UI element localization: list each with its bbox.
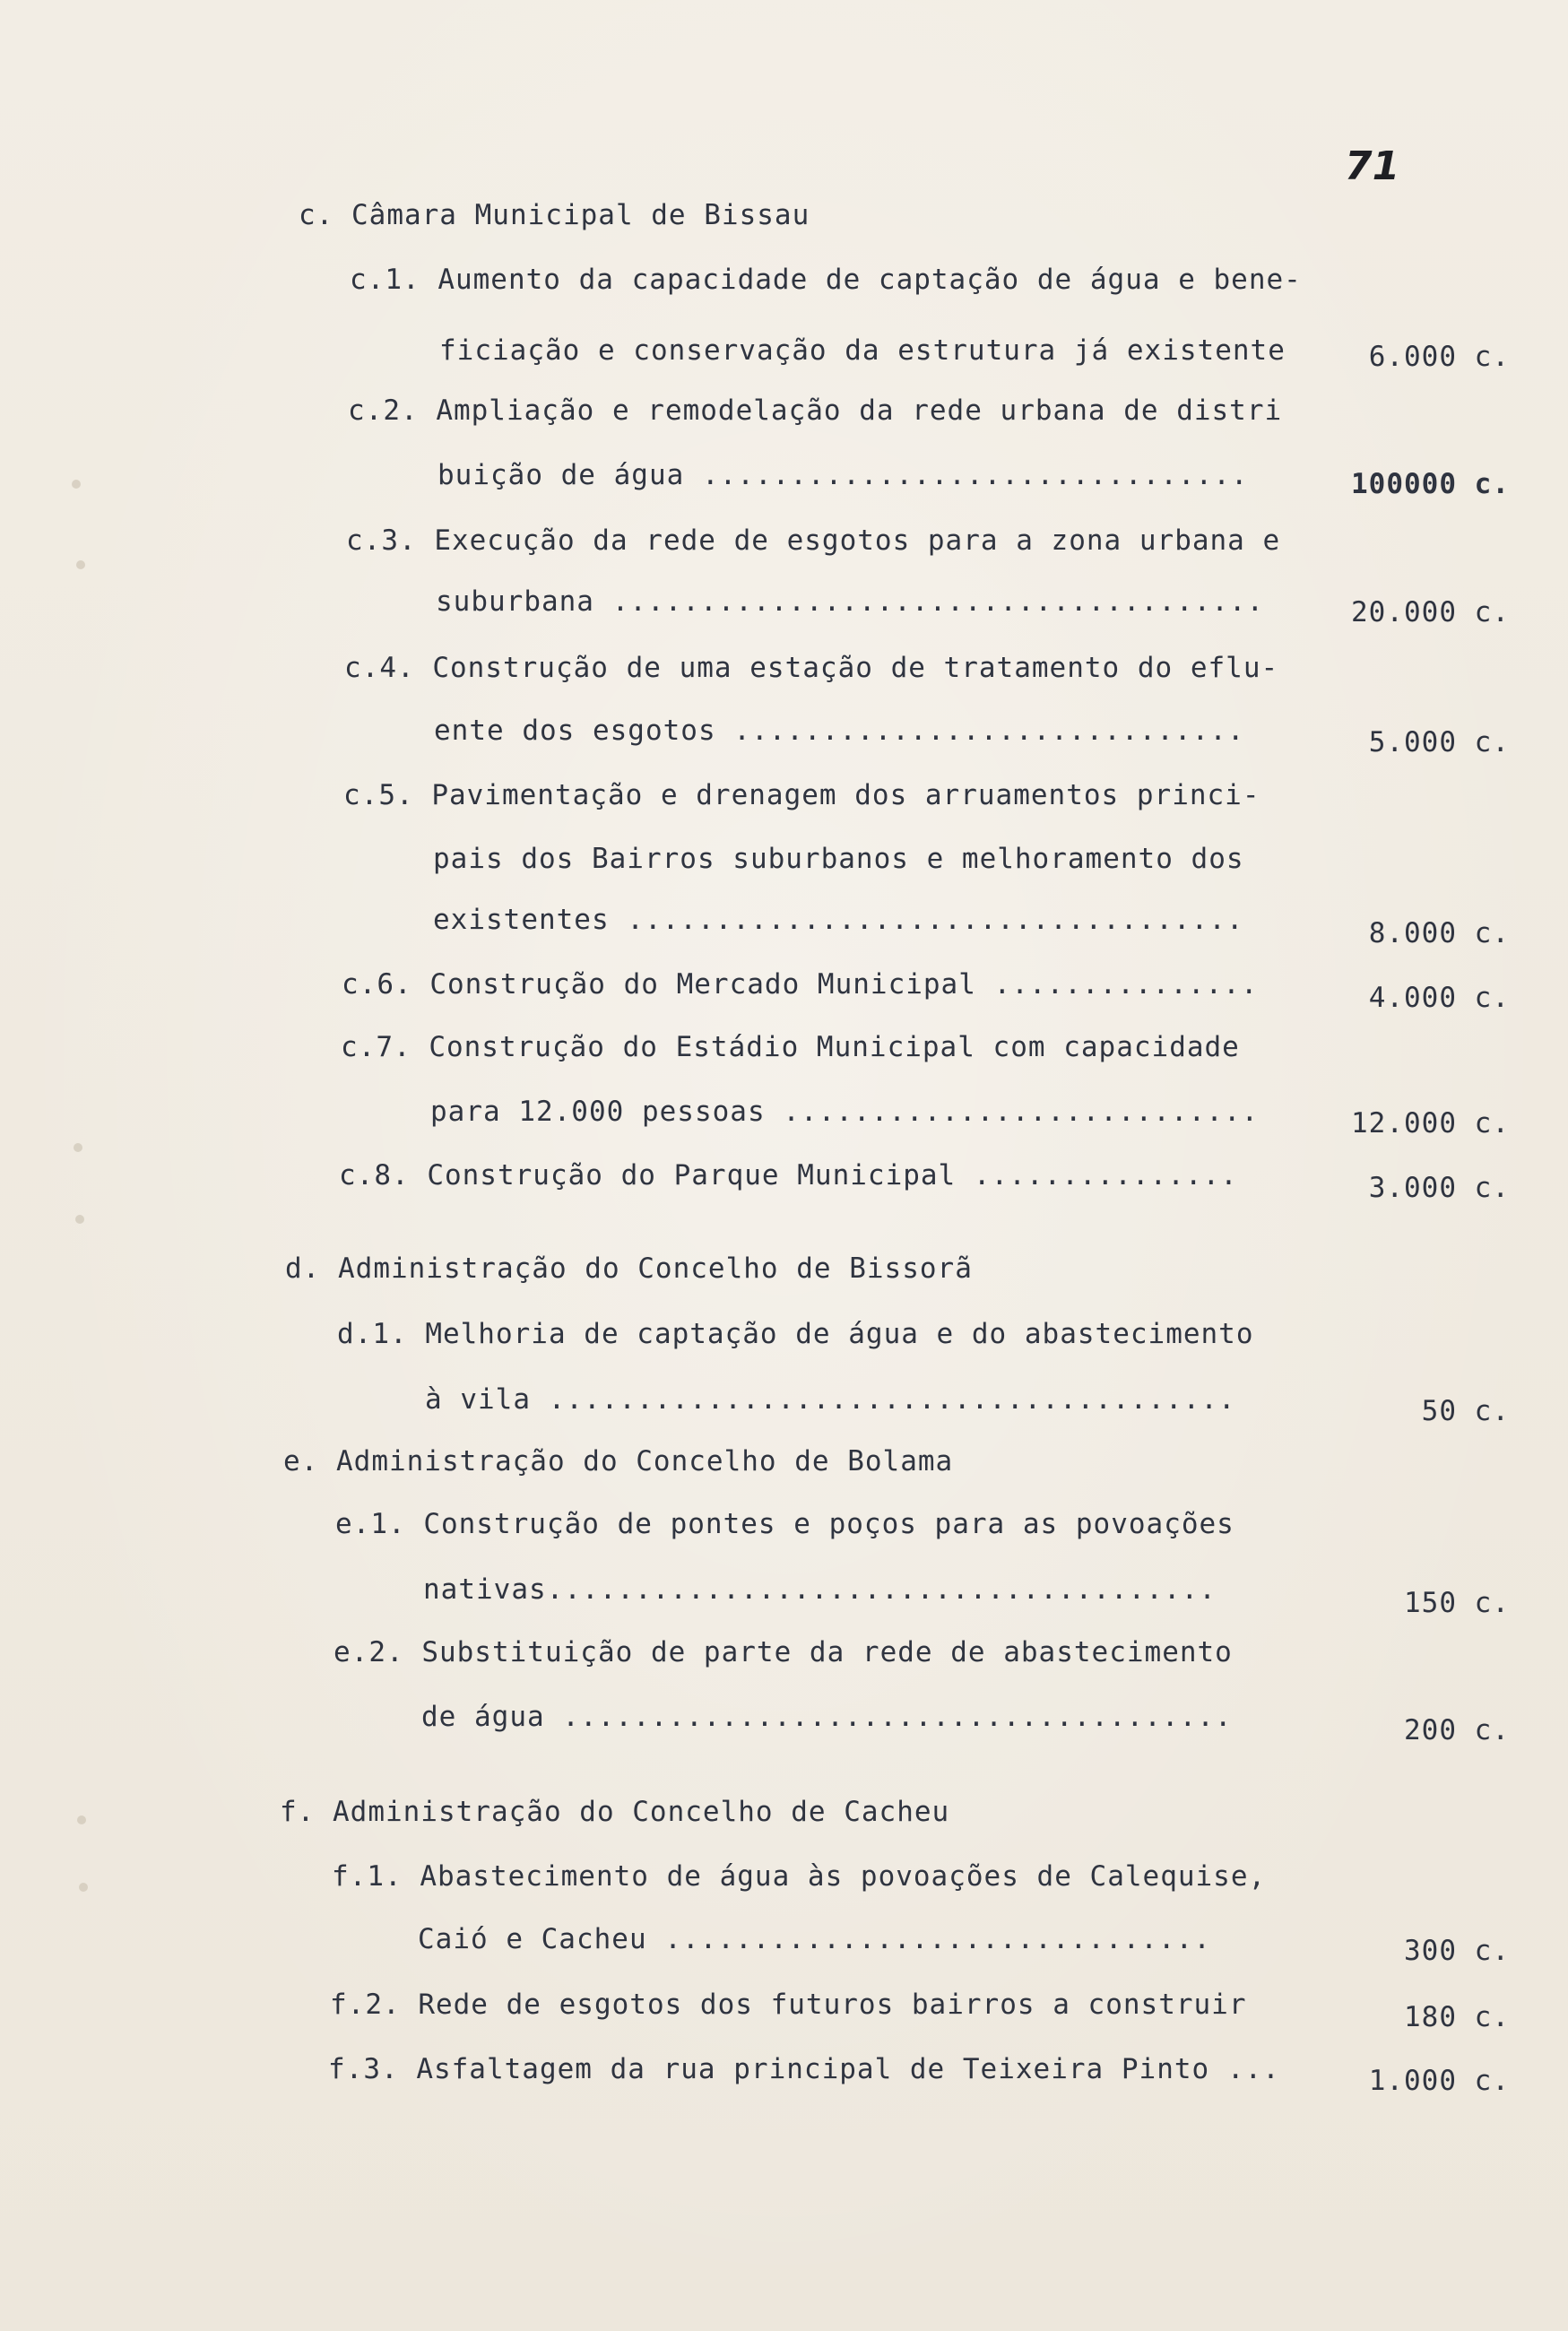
item-f2-line1: f.2. Rede de esgotos dos futuros bairros a construir [330, 1989, 1247, 2021]
item-f2-amount: 180 c. [1404, 2001, 1510, 2033]
item-c2-line2: buição de água ............................... [437, 459, 1249, 491]
punch-mark [74, 1143, 82, 1152]
item-e1-line2: nativas...................................... [423, 1573, 1217, 1606]
section-heading-e: e. Administração do Concelho de Bolama [283, 1445, 954, 1477]
punch-mark [76, 560, 85, 569]
item-c2-line1: c.2. Ampliação e remodelação da rede urbana de distri [348, 394, 1283, 427]
item-c6-line1: c.6. Construção do Mercado Municipal ............... [342, 968, 1259, 1001]
item-e1-line1: e.1. Construção de pontes e poços para as povoações [335, 1508, 1234, 1540]
item-c2-amount: 100000 c. [1351, 468, 1510, 500]
item-c6-amount: 4.000 c. [1368, 982, 1510, 1014]
item-c3-line1: c.3. Execução da rede de esgotos para a zona urbana e [346, 524, 1281, 557]
item-c4-line1: c.4. Construção de uma estação de tratamento do eflu- [344, 652, 1279, 684]
section-heading-c: c. Câmara Municipal de Bissau [299, 199, 810, 231]
item-c7-line2: para 12.000 pessoas ........................... [430, 1096, 1260, 1128]
item-c4-line2: ente dos esgotos ............................. [434, 715, 1245, 747]
item-e1-amount: 150 c. [1404, 1587, 1510, 1619]
punch-mark [77, 1815, 86, 1824]
item-c7-amount: 12.000 c. [1351, 1107, 1510, 1140]
item-c5-amount: 8.000 c. [1368, 917, 1510, 949]
item-c7-line1: c.7. Construção do Estádio Municipal com capacidade [341, 1031, 1240, 1063]
item-c8-amount: 3.000 c. [1368, 1172, 1510, 1204]
punch-mark [79, 1883, 88, 1892]
item-f1-line1: f.1. Abastecimento de água às povoações de Calequise, [332, 1860, 1267, 1893]
punch-mark [75, 1215, 84, 1224]
item-f1-line2: Caió e Cacheu ............................... [418, 1923, 1211, 1955]
item-c3-amount: 20.000 c. [1351, 596, 1510, 628]
item-c5-line1: c.5. Pavimentação e drenagem dos arruamentos princi- [343, 779, 1260, 811]
section-heading-f: f. Administração do Concelho de Cacheu [280, 1796, 950, 1828]
item-d1-line2: à vila ....................................... [425, 1383, 1236, 1416]
item-d1-amount: 50 c. [1421, 1395, 1510, 1427]
item-f1-amount: 300 c. [1404, 1935, 1510, 1967]
item-d1-line1: d.1. Melhoria de captação de água e do abastecimento [337, 1318, 1254, 1350]
item-c5-line3: existentes ................................... [433, 904, 1244, 936]
section-heading-d: d. Administração do Concelho de Bissorã [285, 1252, 973, 1285]
item-f3-amount: 1.000 c. [1368, 2065, 1510, 2097]
item-e2-amount: 200 c. [1404, 1714, 1510, 1746]
item-c5-line2: pais dos Bairros suburbanos e melhoramento dos [433, 843, 1244, 875]
item-c4-amount: 5.000 c. [1368, 726, 1510, 758]
item-c1-amount: 6.000 c. [1368, 341, 1510, 373]
item-e2-line1: e.2. Substituição de parte da rede de abastecimento [334, 1636, 1233, 1668]
item-c1-line2: ficiação e conservação da estrutura já existente [439, 334, 1286, 367]
item-c1-line1: c.1. Aumento da capacidade de captação de água e bene- [350, 264, 1302, 296]
item-f3-line1: f.3. Asfaltagem da rua principal de Teixeira Pinto ... [328, 2053, 1280, 2085]
page-number: 71 [1345, 143, 1400, 189]
punch-mark [72, 480, 81, 489]
item-e2-line2: de água ...................................... [421, 1701, 1233, 1733]
item-c3-line2: suburbana ..................................... [436, 585, 1265, 618]
item-c8-line1: c.8. Construção do Parque Municipal ............... [339, 1159, 1238, 1191]
